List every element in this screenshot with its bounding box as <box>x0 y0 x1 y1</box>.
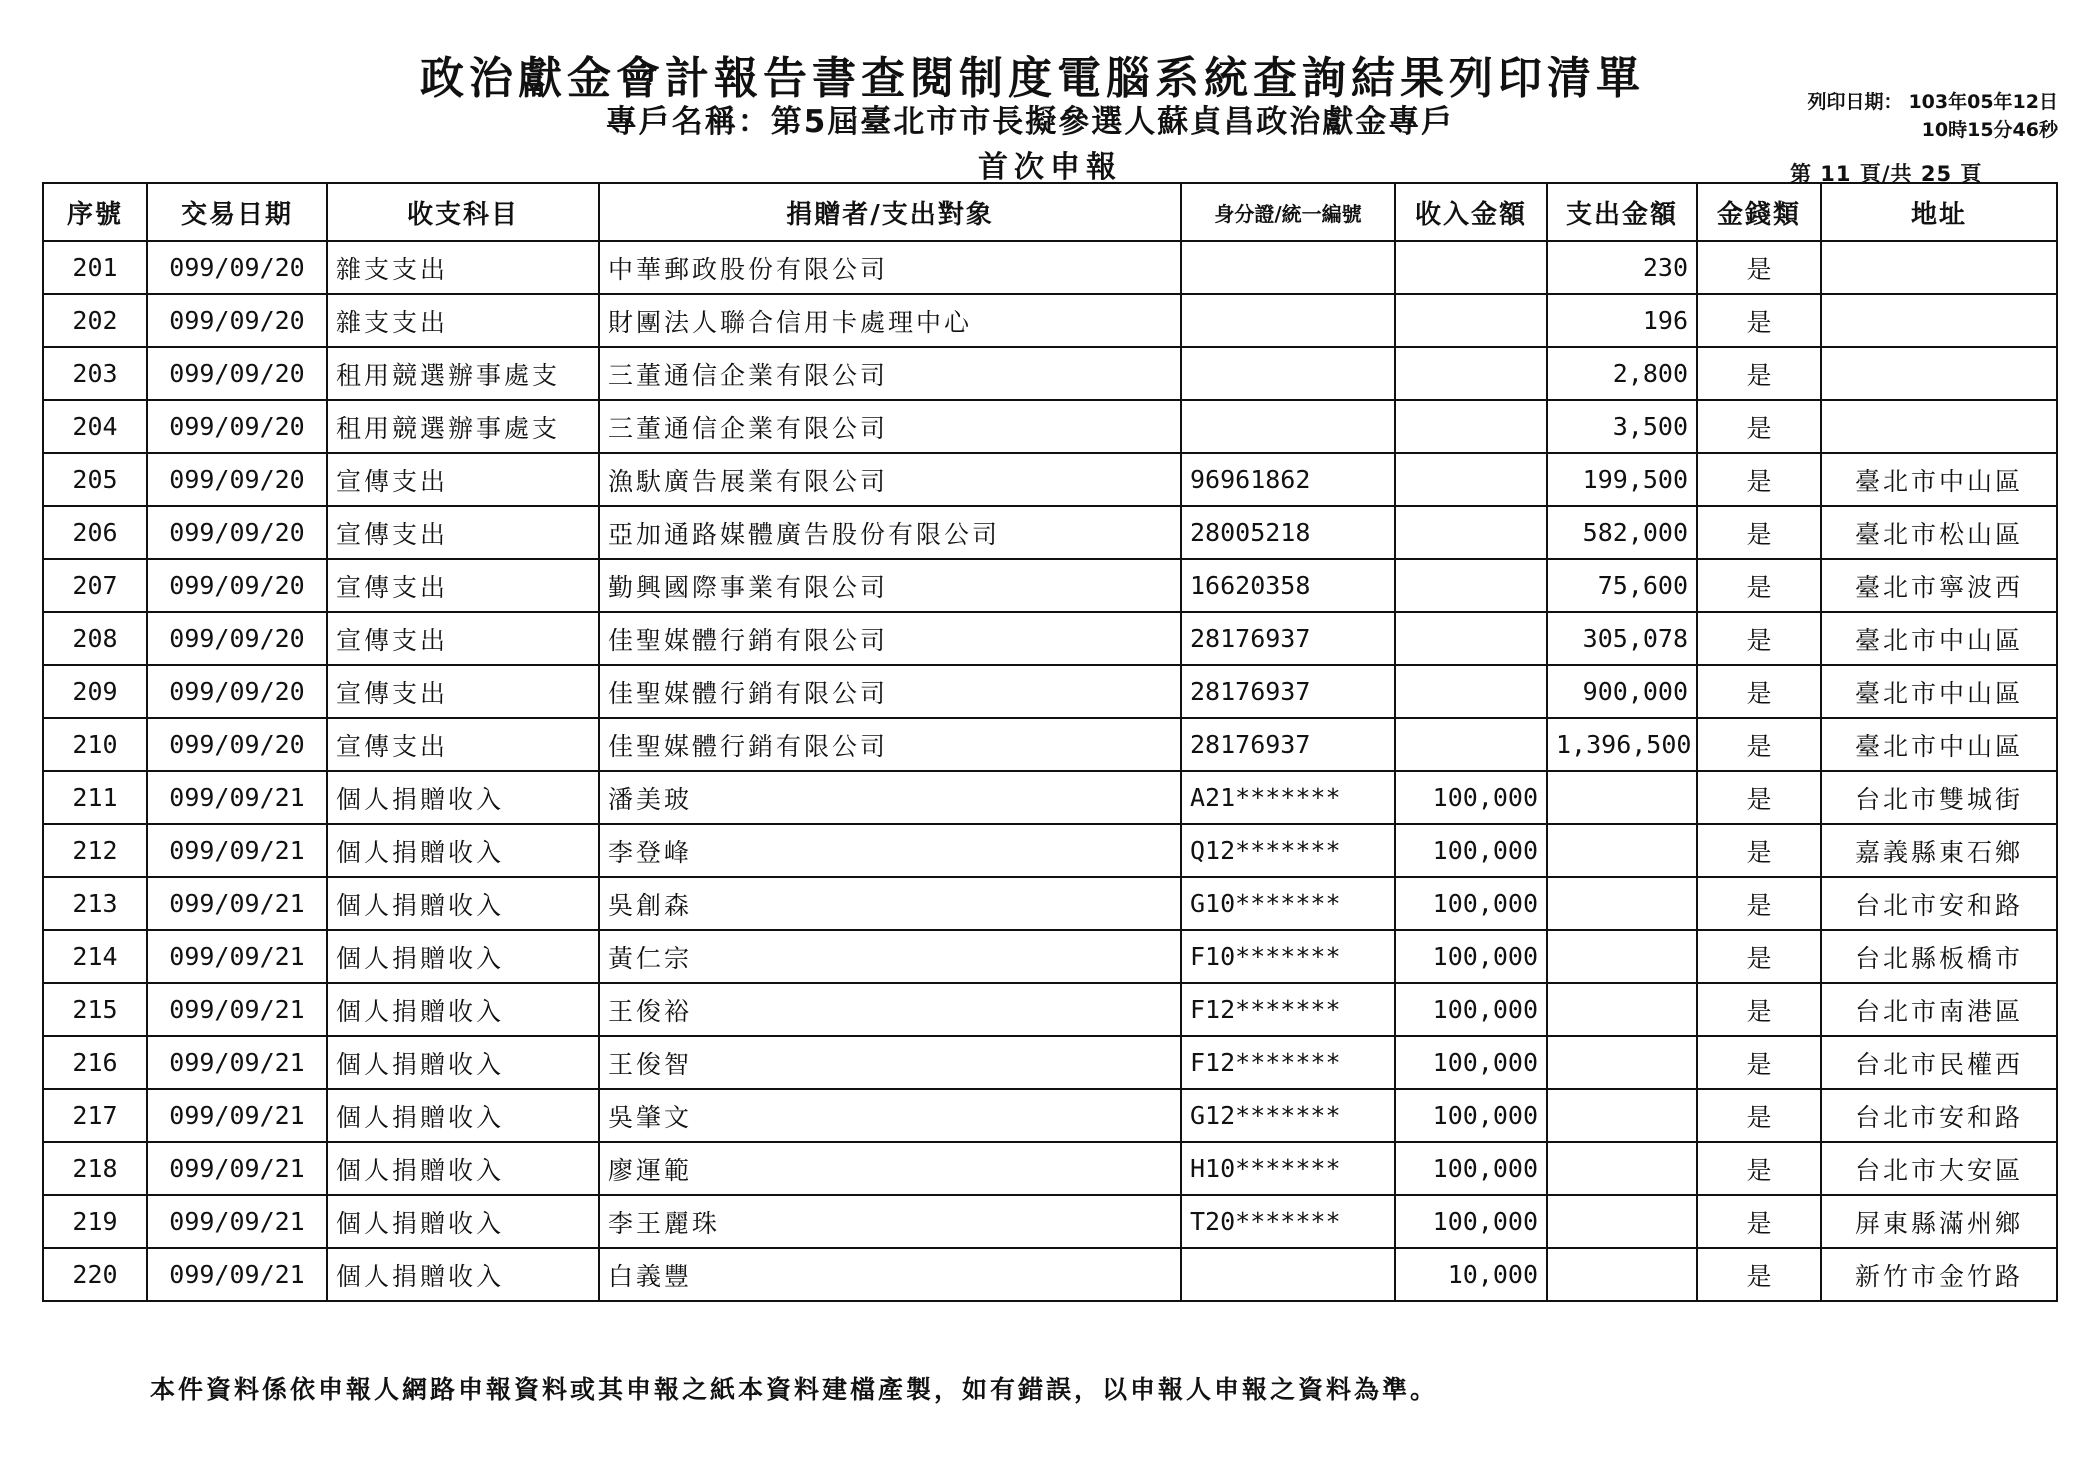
print-date: 103年05年12日 <box>1908 91 2058 113</box>
print-time: 10時15分46秒 <box>1921 119 2058 141</box>
cell-category: 個人捐贈收入 <box>327 1089 599 1142</box>
cell-seq: 206 <box>43 506 147 559</box>
cell-income: 10,000 <box>1395 1248 1547 1301</box>
cell-date: 099/09/21 <box>147 824 327 877</box>
cell-address: 臺北市中山區 <box>1821 665 2057 718</box>
cell-expense <box>1547 824 1697 877</box>
cell-expense <box>1547 983 1697 1036</box>
table-row <box>43 1142 2057 1195</box>
cell-income <box>1395 559 1547 612</box>
cell-income <box>1395 347 1547 400</box>
table-row <box>43 1195 2057 1248</box>
cell-address <box>1821 400 2057 453</box>
cell-id <box>1181 1248 1395 1301</box>
cell-id: A21******* <box>1181 771 1395 824</box>
col-header-party: 捐贈者/支出對象 <box>599 183 1181 241</box>
cell-seq: 219 <box>43 1195 147 1248</box>
table-row <box>43 877 2057 930</box>
cell-id: 28176937 <box>1181 612 1395 665</box>
cell-seq: 205 <box>43 453 147 506</box>
cell-address: 台北市民權西 <box>1821 1036 2057 1089</box>
table-row <box>43 612 2057 665</box>
cell-seq: 202 <box>43 294 147 347</box>
page-title: 政治獻金會計報告書查閱制度電腦系統查詢結果列印清單 <box>420 53 1645 104</box>
cell-income: 100,000 <box>1395 1142 1547 1195</box>
cell-id: G12******* <box>1181 1089 1395 1142</box>
cell-category: 個人捐贈收入 <box>327 771 599 824</box>
cell-money-type: 是 <box>1697 1142 1821 1195</box>
cell-category: 個人捐贈收入 <box>327 983 599 1036</box>
col-header-category: 收支科目 <box>327 183 599 241</box>
cell-category: 宣傳支出 <box>327 718 599 771</box>
cell-address: 新竹市金竹路 <box>1821 1248 2057 1301</box>
cell-party: 勤興國際事業有限公司 <box>599 559 1181 612</box>
cell-address: 台北市安和路 <box>1821 877 2057 930</box>
cell-money-type: 是 <box>1697 1036 1821 1089</box>
cell-address: 臺北市中山區 <box>1821 718 2057 771</box>
cell-date: 099/09/20 <box>147 453 327 506</box>
cell-id <box>1181 400 1395 453</box>
cell-date: 099/09/21 <box>147 930 327 983</box>
cell-party: 吳肇文 <box>599 1089 1181 1142</box>
cell-money-type: 是 <box>1697 1248 1821 1301</box>
cell-income: 100,000 <box>1395 1036 1547 1089</box>
cell-date: 099/09/21 <box>147 1142 327 1195</box>
cell-money-type: 是 <box>1697 771 1821 824</box>
cell-income: 100,000 <box>1395 1195 1547 1248</box>
cell-category: 租用競選辦事處支 <box>327 400 599 453</box>
cell-money-type: 是 <box>1697 718 1821 771</box>
cell-category: 宣傳支出 <box>327 506 599 559</box>
col-header-income: 收入金額 <box>1395 183 1547 241</box>
table-row <box>43 400 2057 453</box>
cell-expense <box>1547 1142 1697 1195</box>
cell-expense <box>1547 1089 1697 1142</box>
cell-id: 96961862 <box>1181 453 1395 506</box>
cell-party: 白義豐 <box>599 1248 1181 1301</box>
cell-money-type: 是 <box>1697 983 1821 1036</box>
table-row <box>43 347 2057 400</box>
cell-date: 099/09/20 <box>147 559 327 612</box>
cell-income: 100,000 <box>1395 1089 1547 1142</box>
cell-address: 台北市安和路 <box>1821 1089 2057 1142</box>
cell-expense: 2,800 <box>1547 347 1697 400</box>
table-row <box>43 771 2057 824</box>
cell-id <box>1181 241 1395 294</box>
cell-date: 099/09/21 <box>147 771 327 824</box>
table-row <box>43 1248 2057 1301</box>
cell-date: 099/09/21 <box>147 1195 327 1248</box>
table-header-row <box>43 183 2057 241</box>
cell-expense <box>1547 877 1697 930</box>
cell-money-type: 是 <box>1697 453 1821 506</box>
cell-money-type: 是 <box>1697 400 1821 453</box>
cell-party: 三董通信企業有限公司 <box>599 400 1181 453</box>
cell-party: 佳聖媒體行銷有限公司 <box>599 665 1181 718</box>
cell-category: 個人捐贈收入 <box>327 1142 599 1195</box>
cell-address: 臺北市寧波西 <box>1821 559 2057 612</box>
cell-category: 雜支支出 <box>327 294 599 347</box>
cell-seq: 218 <box>43 1142 147 1195</box>
cell-money-type: 是 <box>1697 1195 1821 1248</box>
account-name: 專戶名稱：第5屆臺北市市長擬參選人蘇貞昌政治獻金專戶 <box>605 104 1455 140</box>
cell-expense <box>1547 930 1697 983</box>
cell-expense <box>1547 1036 1697 1089</box>
cell-date: 099/09/20 <box>147 294 327 347</box>
cell-income <box>1395 294 1547 347</box>
cell-money-type: 是 <box>1697 294 1821 347</box>
cell-seq: 217 <box>43 1089 147 1142</box>
cell-address: 臺北市中山區 <box>1821 612 2057 665</box>
cell-party: 佳聖媒體行銷有限公司 <box>599 612 1181 665</box>
cell-id <box>1181 347 1395 400</box>
cell-money-type: 是 <box>1697 347 1821 400</box>
cell-income: 100,000 <box>1395 771 1547 824</box>
cell-party: 王俊裕 <box>599 983 1181 1036</box>
cell-seq: 203 <box>43 347 147 400</box>
cell-date: 099/09/21 <box>147 1036 327 1089</box>
cell-id: H10******* <box>1181 1142 1395 1195</box>
cell-category: 個人捐贈收入 <box>327 1248 599 1301</box>
cell-id: 28005218 <box>1181 506 1395 559</box>
cell-money-type: 是 <box>1697 930 1821 983</box>
cell-seq: 201 <box>43 241 147 294</box>
cell-expense: 3,500 <box>1547 400 1697 453</box>
cell-money-type: 是 <box>1697 612 1821 665</box>
cell-party: 廖運範 <box>599 1142 1181 1195</box>
cell-party: 李王麗珠 <box>599 1195 1181 1248</box>
cell-expense <box>1547 1195 1697 1248</box>
table-row <box>43 453 2057 506</box>
col-header-address: 地址 <box>1821 183 2057 241</box>
cell-income: 100,000 <box>1395 930 1547 983</box>
cell-address <box>1821 347 2057 400</box>
cell-income <box>1395 453 1547 506</box>
cell-income: 100,000 <box>1395 877 1547 930</box>
cell-seq: 216 <box>43 1036 147 1089</box>
table-row <box>43 1036 2057 1089</box>
cell-seq: 204 <box>43 400 147 453</box>
col-header-seq: 序號 <box>43 183 147 241</box>
cell-income: 100,000 <box>1395 824 1547 877</box>
cell-seq: 214 <box>43 930 147 983</box>
cell-category: 個人捐贈收入 <box>327 824 599 877</box>
cell-expense: 230 <box>1547 241 1697 294</box>
cell-party: 佳聖媒體行銷有限公司 <box>599 718 1181 771</box>
cell-date: 099/09/20 <box>147 506 327 559</box>
cell-money-type: 是 <box>1697 506 1821 559</box>
table-row <box>43 983 2057 1036</box>
table-row <box>43 718 2057 771</box>
cell-category: 個人捐贈收入 <box>327 1036 599 1089</box>
cell-expense: 196 <box>1547 294 1697 347</box>
col-header-expense: 支出金額 <box>1547 183 1697 241</box>
cell-income <box>1395 665 1547 718</box>
cell-seq: 210 <box>43 718 147 771</box>
cell-money-type: 是 <box>1697 824 1821 877</box>
cell-seq: 215 <box>43 983 147 1036</box>
cell-category: 個人捐贈收入 <box>327 930 599 983</box>
print-date-block <box>1807 88 2058 144</box>
table-row <box>43 930 2057 983</box>
cell-expense: 1,396,500 <box>1547 718 1697 771</box>
cell-address: 台北市南港區 <box>1821 983 2057 1036</box>
cell-seq: 212 <box>43 824 147 877</box>
cell-id: Q12******* <box>1181 824 1395 877</box>
cell-id: F10******* <box>1181 930 1395 983</box>
cell-income <box>1395 612 1547 665</box>
page-info: 第 11 頁/共 25 頁 <box>1790 162 1983 186</box>
cell-money-type: 是 <box>1697 241 1821 294</box>
table-row <box>43 294 2057 347</box>
cell-date: 099/09/20 <box>147 241 327 294</box>
cell-address: 臺北市松山區 <box>1821 506 2057 559</box>
cell-expense: 582,000 <box>1547 506 1697 559</box>
cell-date: 099/09/20 <box>147 665 327 718</box>
cell-money-type: 是 <box>1697 665 1821 718</box>
cell-date: 099/09/21 <box>147 877 327 930</box>
cell-address: 台北市大安區 <box>1821 1142 2057 1195</box>
table-row <box>43 665 2057 718</box>
cell-expense: 75,600 <box>1547 559 1697 612</box>
cell-date: 099/09/21 <box>147 983 327 1036</box>
cell-party: 亞加通路媒體廣告股份有限公司 <box>599 506 1181 559</box>
cell-date: 099/09/20 <box>147 347 327 400</box>
transactions-table <box>42 182 2058 1302</box>
cell-id: F12******* <box>1181 983 1395 1036</box>
cell-party: 中華郵政股份有限公司 <box>599 241 1181 294</box>
cell-address: 台北縣板橋市 <box>1821 930 2057 983</box>
cell-party: 漁馱廣告展業有限公司 <box>599 453 1181 506</box>
cell-date: 099/09/20 <box>147 400 327 453</box>
cell-category: 個人捐贈收入 <box>327 1195 599 1248</box>
cell-seq: 220 <box>43 1248 147 1301</box>
footer-note: 本件資料係依申報人網路申報資料或其申報之紙本資料建檔產製，如有錯誤，以申報人申報之資料為準。 <box>150 1375 1439 1404</box>
cell-address: 屏東縣滿州鄉 <box>1821 1195 2057 1248</box>
col-header-money-type: 金錢類 <box>1697 183 1821 241</box>
cell-category: 宣傳支出 <box>327 559 599 612</box>
cell-income: 100,000 <box>1395 983 1547 1036</box>
cell-seq: 207 <box>43 559 147 612</box>
cell-seq: 208 <box>43 612 147 665</box>
cell-address: 臺北市中山區 <box>1821 453 2057 506</box>
cell-income <box>1395 400 1547 453</box>
table-row <box>43 506 2057 559</box>
cell-date: 099/09/21 <box>147 1089 327 1142</box>
cell-address <box>1821 294 2057 347</box>
report-type: 首次申報 <box>978 150 1122 185</box>
cell-party: 財團法人聯合信用卡處理中心 <box>599 294 1181 347</box>
cell-address: 嘉義縣東石鄉 <box>1821 824 2057 877</box>
cell-category: 雜支支出 <box>327 241 599 294</box>
table-row <box>43 241 2057 294</box>
cell-expense: 199,500 <box>1547 453 1697 506</box>
cell-id: T20******* <box>1181 1195 1395 1248</box>
cell-date: 099/09/20 <box>147 718 327 771</box>
cell-money-type: 是 <box>1697 559 1821 612</box>
cell-expense: 900,000 <box>1547 665 1697 718</box>
cell-party: 潘美玻 <box>599 771 1181 824</box>
cell-id: 16620358 <box>1181 559 1395 612</box>
cell-id: 28176937 <box>1181 718 1395 771</box>
cell-seq: 213 <box>43 877 147 930</box>
cell-income <box>1395 718 1547 771</box>
table-row <box>43 1089 2057 1142</box>
table-row <box>43 559 2057 612</box>
cell-expense: 305,078 <box>1547 612 1697 665</box>
cell-category: 個人捐贈收入 <box>327 877 599 930</box>
col-header-date: 交易日期 <box>147 183 327 241</box>
cell-income <box>1395 506 1547 559</box>
cell-id: F12******* <box>1181 1036 1395 1089</box>
cell-address <box>1821 241 2057 294</box>
cell-id <box>1181 294 1395 347</box>
cell-seq: 211 <box>43 771 147 824</box>
cell-party: 李登峰 <box>599 824 1181 877</box>
cell-category: 宣傳支出 <box>327 665 599 718</box>
cell-money-type: 是 <box>1697 877 1821 930</box>
cell-party: 王俊智 <box>599 1036 1181 1089</box>
cell-date: 099/09/21 <box>147 1248 327 1301</box>
cell-party: 三董通信企業有限公司 <box>599 347 1181 400</box>
print-date-label: 列印日期： <box>1807 91 1903 113</box>
cell-income <box>1395 241 1547 294</box>
cell-money-type: 是 <box>1697 1089 1821 1142</box>
cell-party: 黃仁宗 <box>599 930 1181 983</box>
cell-date: 099/09/20 <box>147 612 327 665</box>
cell-category: 宣傳支出 <box>327 612 599 665</box>
cell-category: 租用競選辦事處支 <box>327 347 599 400</box>
cell-category: 宣傳支出 <box>327 453 599 506</box>
cell-party: 吳創森 <box>599 877 1181 930</box>
cell-id: G10******* <box>1181 877 1395 930</box>
cell-seq: 209 <box>43 665 147 718</box>
table-row <box>43 824 2057 877</box>
cell-expense <box>1547 1248 1697 1301</box>
cell-expense <box>1547 771 1697 824</box>
cell-id: 28176937 <box>1181 665 1395 718</box>
col-header-id: 身分證/統一編號 <box>1181 183 1395 241</box>
cell-address: 台北市雙城街 <box>1821 771 2057 824</box>
